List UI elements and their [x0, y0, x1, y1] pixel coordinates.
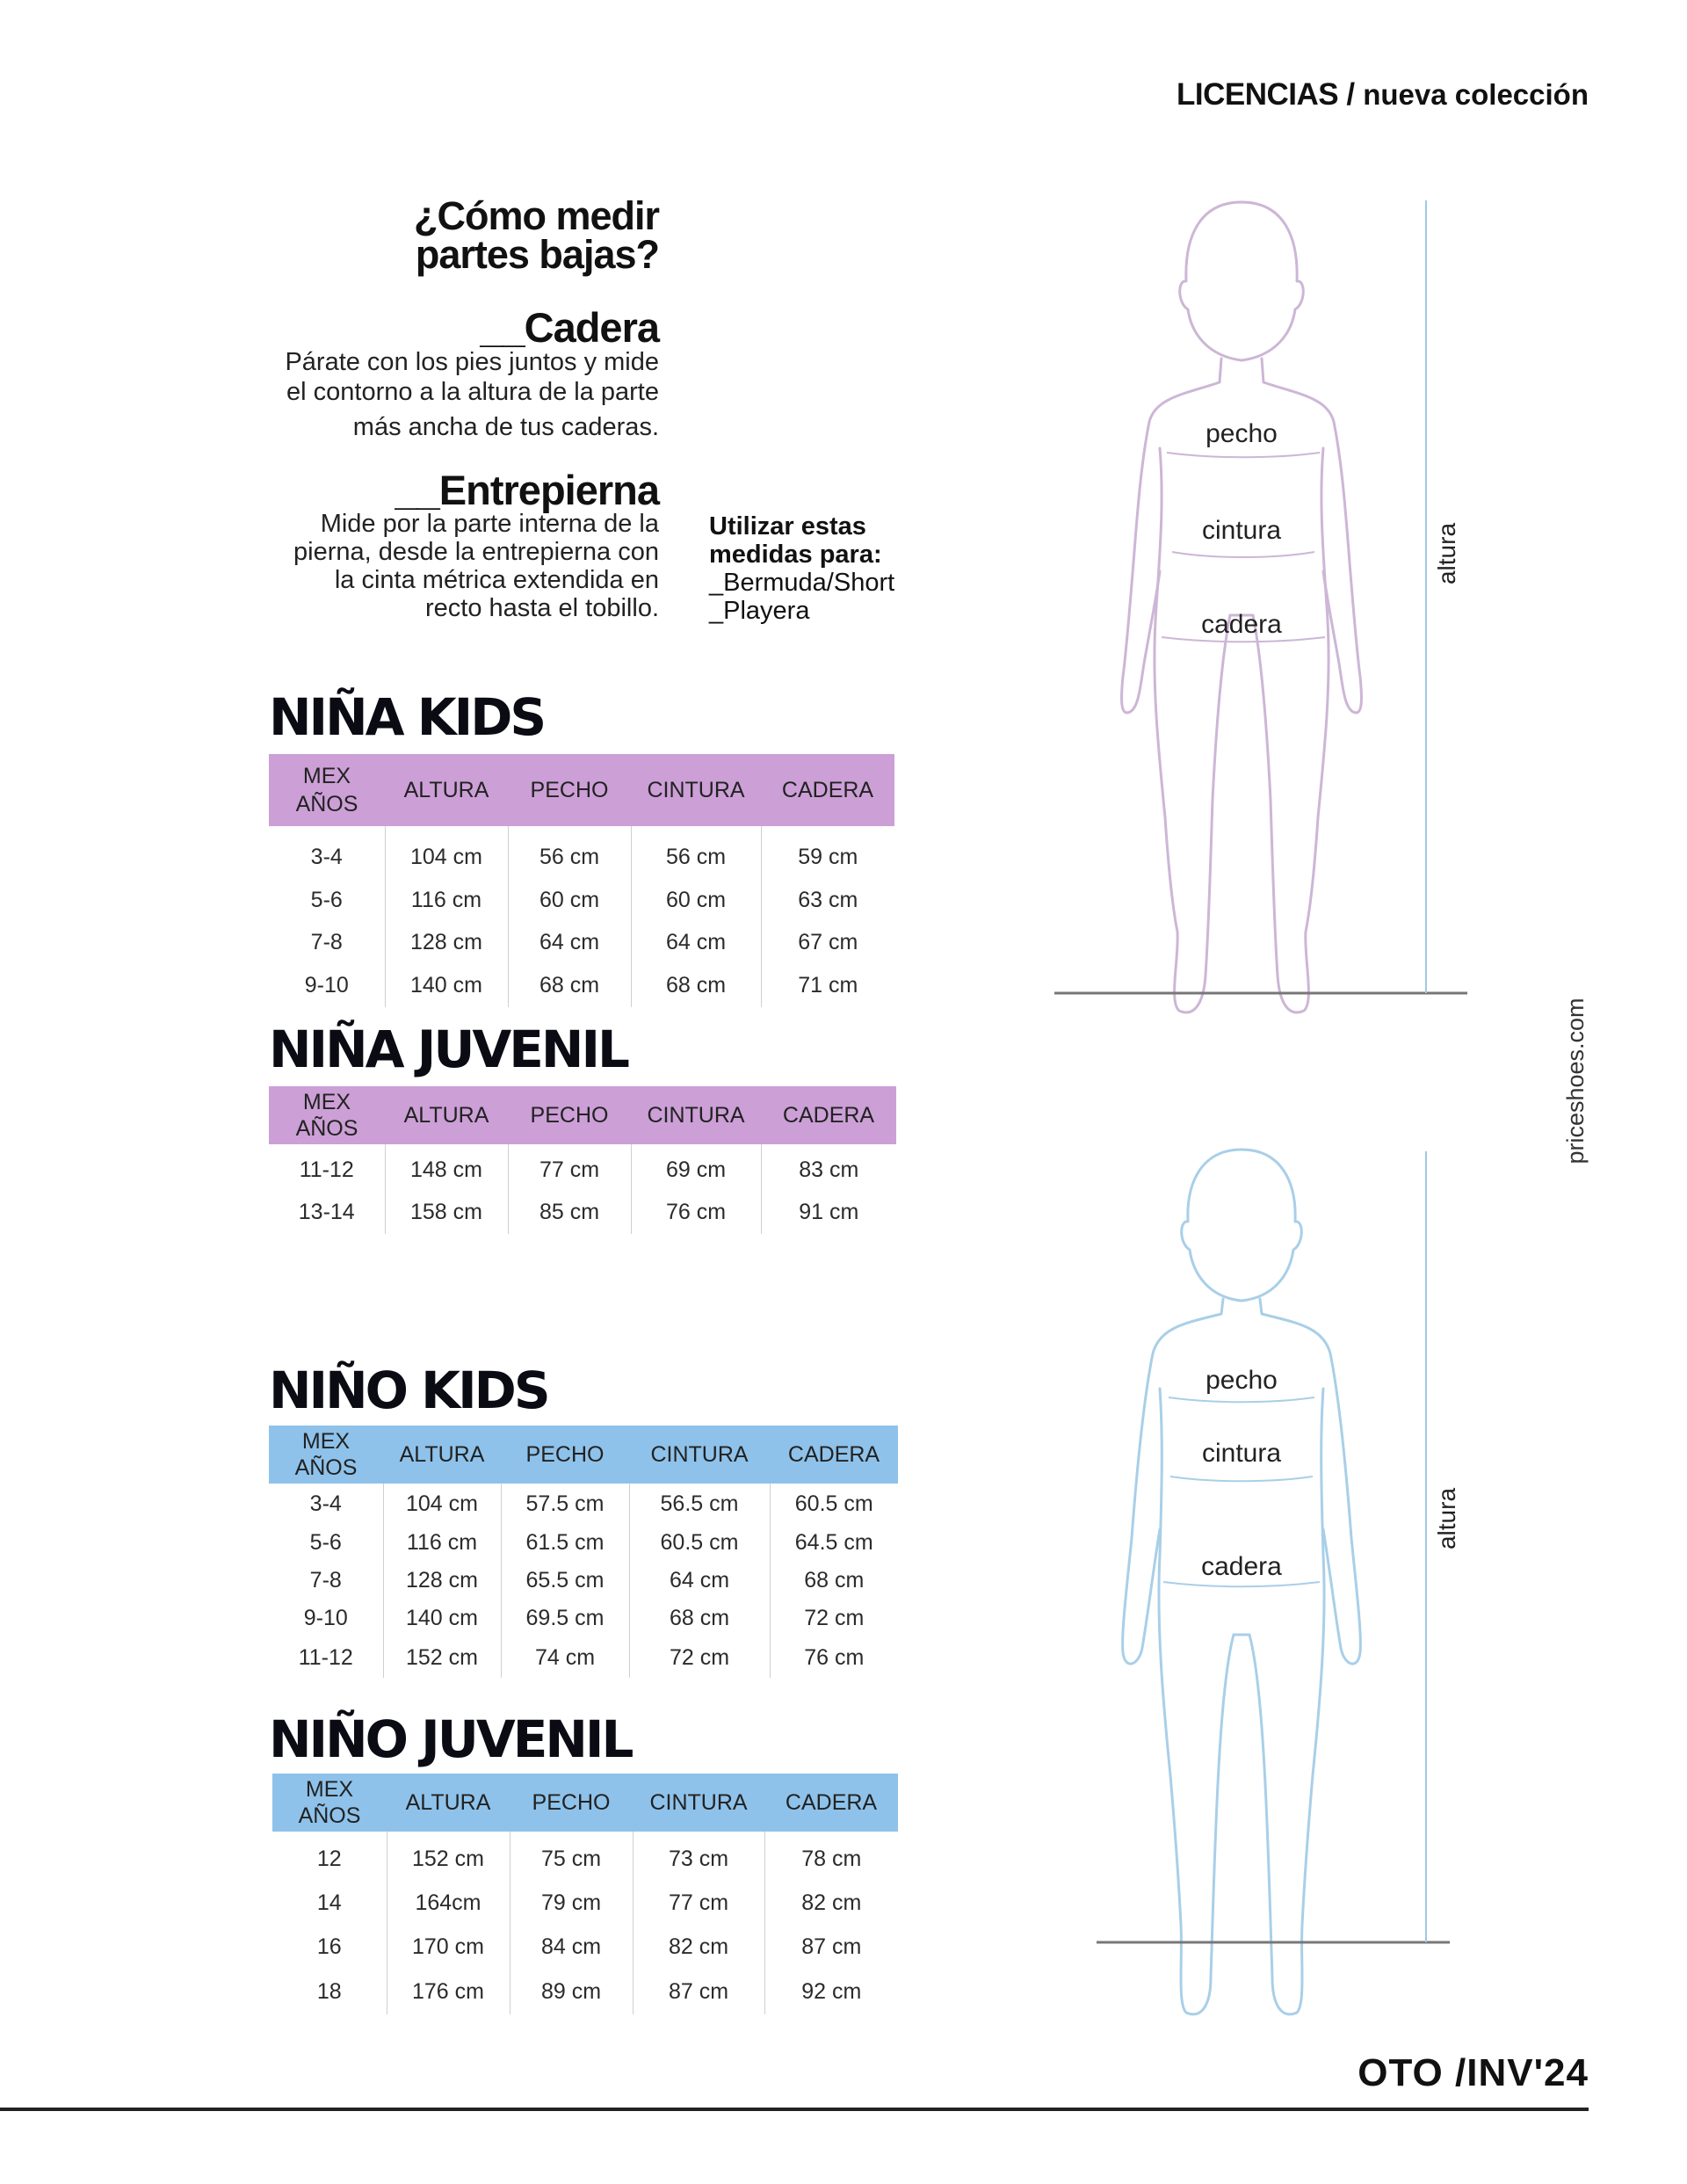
table-row [269, 921, 894, 963]
page-header [1177, 77, 1589, 112]
cell: 73 cm [633, 1832, 764, 1881]
header-label: MEX [302, 1090, 351, 1114]
table-row [269, 1144, 896, 1190]
cell: 60.5 cm [629, 1524, 770, 1562]
cell: 176 cm [387, 1969, 510, 2014]
cell: 11-12 [298, 1644, 353, 1670]
nina-kids-table [269, 754, 894, 1007]
cell: 89 cm [510, 1969, 633, 2014]
table-row [269, 1562, 898, 1600]
boy-label-altura: altura [1433, 1487, 1460, 1550]
girl-outline [1122, 202, 1362, 1012]
header-separator: / [1346, 77, 1356, 112]
header-pecho: PECHO [525, 1441, 605, 1467]
nino-juvenil-title: NIÑO JUVENIL [269, 1709, 632, 1769]
header-cintura: CINTURA [649, 1789, 748, 1815]
cell: 60 cm [631, 879, 761, 921]
cadera-line: el contorno a la altura de la parte [286, 378, 659, 406]
cell: 104 cm [385, 826, 508, 879]
cell: 72 cm [770, 1600, 898, 1637]
cadera-title: __Cadera [480, 304, 659, 351]
cadera-text [202, 347, 659, 442]
boy-label-cintura: cintura [1201, 1439, 1282, 1468]
cell: 152 cm [383, 1637, 501, 1678]
table-row [269, 826, 894, 879]
cell: 65.5 cm [501, 1562, 629, 1600]
usage-title-line-2: medidas para: [709, 541, 882, 569]
girl-label-altura: altura [1433, 522, 1460, 585]
nino-kids-table [269, 1426, 898, 1678]
table-row [269, 1524, 898, 1562]
table-row [272, 1881, 898, 1925]
cell: 56 cm [631, 826, 761, 879]
girl-label-pecho: pecho [1206, 419, 1278, 448]
header-pecho: PECHO [530, 777, 609, 802]
entrepierna-line: Mide por la parte interna de la [320, 510, 659, 538]
cell: 85 cm [508, 1190, 631, 1234]
header-label: MEX [302, 764, 351, 788]
cell: 72 cm [629, 1637, 770, 1678]
cell: 77 cm [508, 1144, 631, 1190]
cell: 5-6 [309, 1530, 342, 1555]
cell: 75 cm [510, 1832, 633, 1881]
cell: 148 cm [385, 1144, 508, 1190]
cell: 116 cm [385, 879, 508, 921]
table-row [272, 1925, 898, 1969]
cell: 64 cm [508, 921, 631, 963]
cell: 57.5 cm [501, 1484, 629, 1524]
header-cintura: CINTURA [650, 1441, 749, 1467]
header-cadera: CADERA [787, 1441, 880, 1467]
cell: 60 cm [508, 879, 631, 921]
cell: 170 cm [387, 1925, 510, 1969]
nino-juvenil-table [272, 1774, 898, 2014]
header-mex-anos [269, 754, 385, 826]
header-label: AÑOS [294, 1455, 358, 1480]
header-cadera: CADERA [785, 1789, 878, 1815]
usage-item: _Playera [709, 597, 810, 625]
usage-item: _Bermuda/Short [709, 569, 895, 597]
title-line-2: partes bajas? [415, 232, 659, 277]
cell: 164cm [387, 1881, 510, 1925]
cell: 68 cm [631, 963, 761, 1007]
cell: 140 cm [385, 963, 508, 1007]
brand-name: LICENCIAS [1177, 77, 1339, 112]
usage-title-line-1: Utilizar estas [709, 512, 866, 541]
cell: 87 cm [764, 1925, 898, 1969]
table-header-row [269, 1426, 898, 1484]
website-label [1557, 976, 1592, 1186]
header-altura: ALTURA [403, 777, 489, 802]
table-header-row [269, 1086, 896, 1144]
boy-outline [1123, 1150, 1361, 2014]
cell: 56.5 cm [629, 1484, 770, 1524]
header-pecho: PECHO [532, 1789, 611, 1815]
cell: 60.5 cm [770, 1484, 898, 1524]
cell: 69.5 cm [501, 1600, 629, 1637]
cell: 91 cm [761, 1190, 896, 1234]
cell: 16 [316, 1934, 342, 1959]
usage-note [709, 512, 894, 625]
cell: 82 cm [633, 1925, 764, 1969]
entrepierna-line: recto hasta el tobillo. [425, 594, 659, 622]
table-header-row [272, 1774, 898, 1832]
website-text: priceshoes.com [1562, 998, 1589, 1165]
girl-silhouette-figure [1046, 185, 1476, 1099]
cell: 79 cm [510, 1881, 633, 1925]
header-cadera: CADERA [782, 1102, 875, 1128]
header-subtitle: nueva colección [1363, 78, 1589, 111]
cell: 67 cm [761, 921, 894, 963]
cell: 83 cm [761, 1144, 896, 1190]
cell: 64 cm [631, 921, 761, 963]
table-row [269, 963, 894, 1007]
cell: 104 cm [383, 1484, 501, 1524]
header-label: AÑOS [298, 1803, 361, 1828]
season-footer [1358, 2051, 1589, 2095]
table-row [269, 1190, 896, 1234]
cell: 5-6 [310, 887, 343, 912]
cell: 3-4 [310, 844, 343, 869]
cell: 152 cm [387, 1832, 510, 1881]
table-row [269, 879, 894, 921]
cell: 128 cm [385, 921, 508, 963]
nina-juvenil-table [269, 1086, 896, 1234]
season-label: OTO /INV' [1358, 2051, 1545, 2094]
cell: 87 cm [633, 1969, 764, 2014]
cell: 68 cm [629, 1600, 770, 1637]
cell: 84 cm [510, 1925, 633, 1969]
how-to-measure-title [220, 193, 659, 277]
cell: 140 cm [383, 1600, 501, 1637]
cell: 14 [316, 1890, 342, 1915]
cell: 11-12 [299, 1157, 354, 1182]
girl-label-cintura: cintura [1201, 516, 1282, 545]
cell: 76 cm [631, 1190, 761, 1234]
entrepierna-text [202, 510, 659, 622]
cell: 64.5 cm [770, 1524, 898, 1562]
header-altura: ALTURA [403, 1102, 489, 1128]
cadera-line: Párate con los pies juntos y mide [285, 348, 659, 376]
cell: 92 cm [764, 1969, 898, 2014]
footer-rule [0, 2108, 1589, 2111]
cell: 68 cm [508, 963, 631, 1007]
table-row [269, 1637, 898, 1678]
header-cintura: CINTURA [647, 777, 745, 802]
cell: 116 cm [383, 1524, 501, 1562]
cell: 74 cm [501, 1637, 629, 1678]
cell: 61.5 cm [501, 1524, 629, 1562]
header-label: AÑOS [295, 792, 358, 816]
cell: 18 [316, 1978, 342, 2004]
header-altura: ALTURA [399, 1441, 485, 1467]
cell: 82 cm [764, 1881, 898, 1925]
cell: 69 cm [631, 1144, 761, 1190]
cell: 12 [316, 1846, 342, 1871]
cell: 77 cm [633, 1881, 764, 1925]
cell: 59 cm [761, 826, 894, 879]
boy-silhouette-figure [1072, 1134, 1476, 2065]
cell: 9-10 [304, 972, 349, 998]
cell: 9-10 [303, 1606, 348, 1630]
nina-juvenil-title: NIÑA JUVENIL [269, 1019, 628, 1079]
nina-kids-title: NIÑA KIDS [269, 687, 545, 747]
cell: 3-4 [309, 1491, 342, 1516]
cell: 64 cm [629, 1562, 770, 1600]
cell: 13-14 [298, 1199, 355, 1224]
header-mex-anos [269, 1426, 383, 1484]
cell: 71 cm [761, 963, 894, 1007]
cadera-line: más ancha de tus caderas. [352, 413, 659, 441]
cell: 56 cm [508, 826, 631, 879]
girl-label-cadera: cadera [1201, 610, 1282, 639]
table-row [269, 1484, 898, 1524]
header-mex-anos [269, 1086, 385, 1144]
cell: 128 cm [383, 1562, 501, 1600]
header-label: AÑOS [295, 1116, 358, 1141]
table-row [269, 1600, 898, 1637]
nino-kids-title: NIÑO KIDS [269, 1360, 548, 1420]
cell: 7-8 [310, 929, 343, 954]
table-row [272, 1832, 898, 1881]
title-line-1: ¿Cómo medir [413, 193, 659, 238]
entrepierna-title: __Entrepierna [395, 467, 659, 513]
entrepierna-line: la cinta métrica extendida en [334, 566, 659, 594]
cell: 7-8 [309, 1568, 342, 1593]
header-label: MEX [301, 1429, 351, 1454]
entrepierna-line: pierna, desde la entrepierna con [293, 538, 659, 566]
boy-label-pecho: pecho [1206, 1366, 1278, 1395]
cell: 63 cm [761, 879, 894, 921]
header-mex-anos [272, 1774, 387, 1832]
header-label: MEX [305, 1777, 354, 1802]
cell: 76 cm [770, 1637, 898, 1678]
table-row [272, 1969, 898, 2014]
cell: 78 cm [764, 1832, 898, 1881]
header-altura: ALTURA [405, 1789, 491, 1815]
cell: 158 cm [385, 1190, 508, 1234]
header-cadera: CADERA [781, 777, 874, 802]
season-year: 24 [1544, 2051, 1589, 2094]
boy-label-cadera: cadera [1201, 1552, 1282, 1581]
header-cintura: CINTURA [647, 1102, 745, 1128]
table-header-row [269, 754, 894, 826]
header-pecho: PECHO [530, 1102, 609, 1128]
cell: 68 cm [770, 1562, 898, 1600]
